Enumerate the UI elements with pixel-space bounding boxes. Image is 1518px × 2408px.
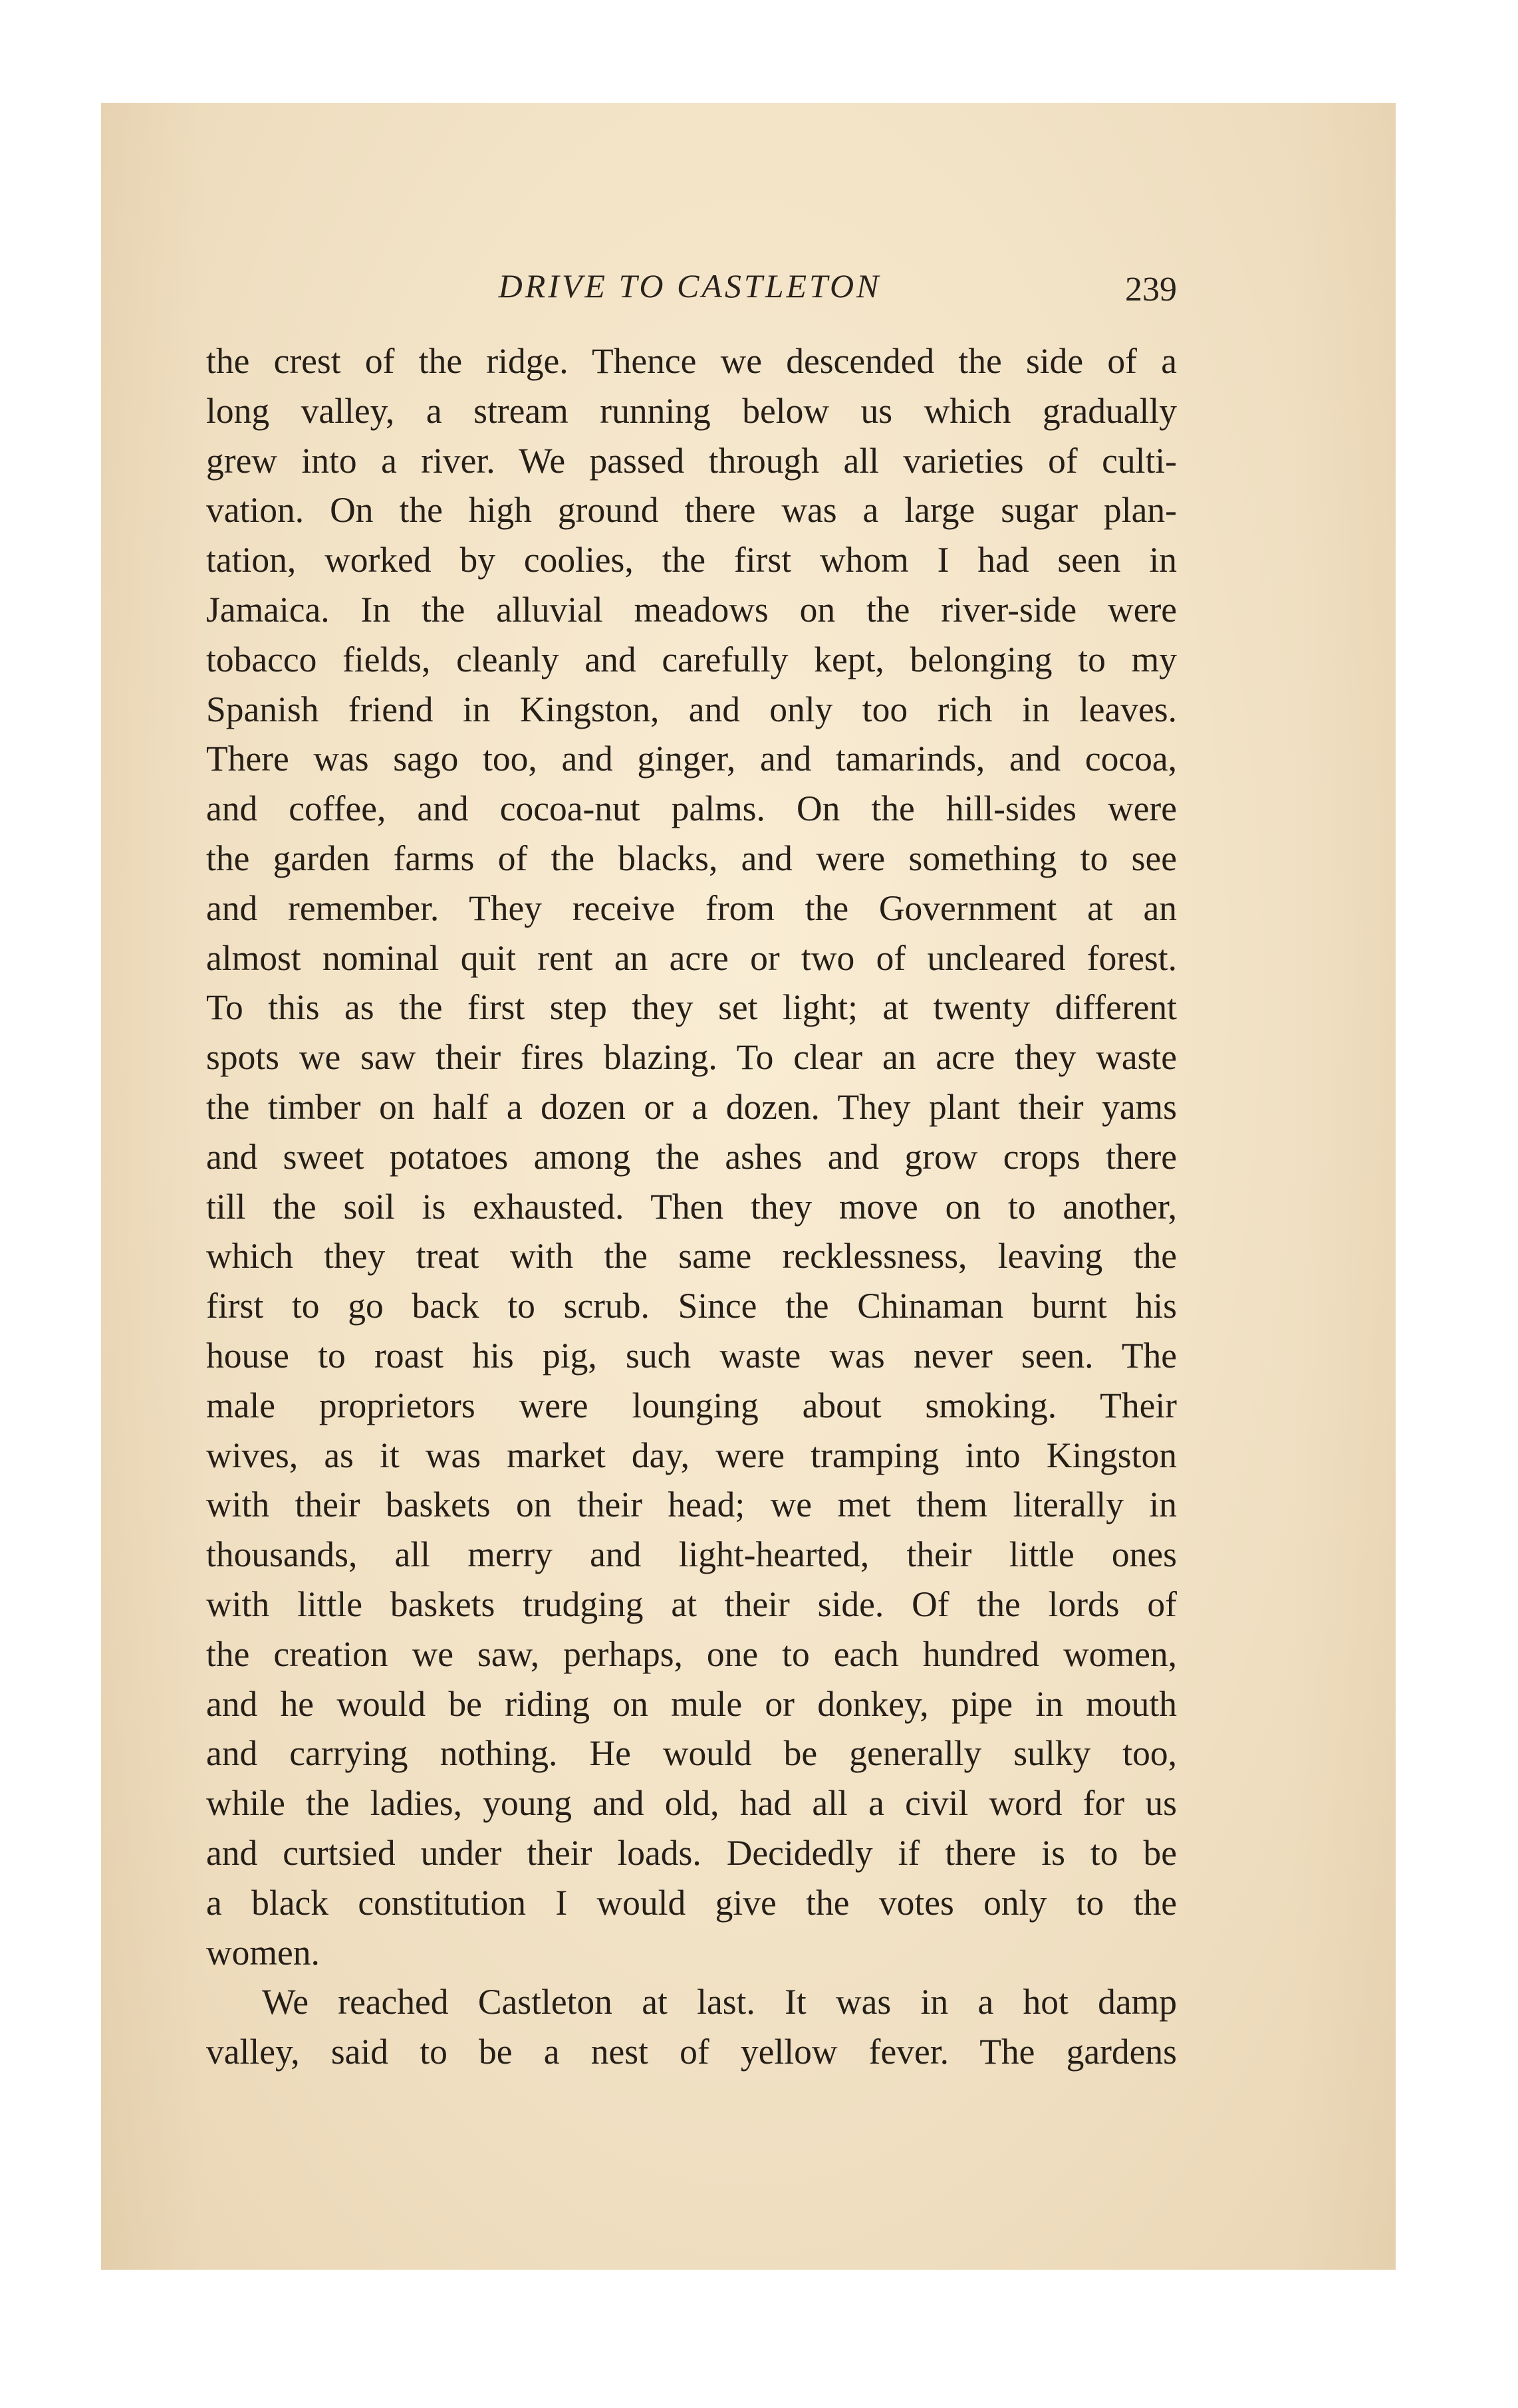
text-line: which they treat with the same recklessness, leaving the [206,1236,1177,1276]
body-text [206,336,1177,2077]
text-line: and curtsied under their loads. Decidedly if there is to be [206,1832,1177,1873]
text-line: the garden farms of the blacks, and were something to see [206,838,1177,878]
running-title: DRIVE TO CASTLETON [498,267,882,304]
text-line: tobacco fields, cleanly and carefully kept, belonging to my [206,639,1177,679]
text-line: To this as the first step they set light; at twenty different [206,987,1177,1028]
text-line: long valley, a stream running below us which gradually [206,390,1177,431]
text-line: There was sago too, and ginger, and tamarinds, and cocoa, [206,739,1177,779]
text-line: and he would be riding on mule or donkey, pipe in mouth [206,1683,1177,1724]
paragraph [206,336,1177,1977]
text-line: a black constitution I would give the votes only to the [206,1882,1177,1923]
text-line: the timber on half a dozen or a dozen. They plant their yams [206,1086,1177,1127]
text-line: grew into a river. We passed through all varieties of culti- [206,440,1177,481]
paragraph [206,1977,1177,2077]
text-line: and carrying nothing. He would be generally sulky too, [206,1733,1177,1774]
text-line: the creation we saw, perhaps, one to each hundred women, [206,1633,1177,1674]
text-line: till the soil is exhausted. Then they move on to another, [206,1186,1177,1227]
page-header [203,262,1177,310]
text-line: male proprietors were lounging about smoking. Their [206,1385,1177,1425]
text-line: with little baskets trudging at their side. Of the lords of [206,1584,1177,1624]
text-line: women. [206,1932,320,1973]
text-line: while the ladies, young and old, had all a civil word for us [206,1783,1177,1824]
text-line: tation, worked by coolies, the first whom I had seen in [206,540,1177,580]
text-line: We reached Castleton at last. It was in a hot damp [262,1982,1177,2022]
text-line: and coffee, and cocoa-nut palms. On the hill-sides were [206,788,1177,829]
text-line: almost nominal quit rent an acre or two of uncleared forest. [206,937,1177,978]
text-line: first to go back to scrub. Since the Chinaman burnt his [206,1286,1177,1326]
text-line: with their baskets on their head; we met them literally in [206,1485,1177,1525]
text-line: and sweet potatoes among the ashes and grow crops there [206,1136,1177,1177]
page-number: 239 [1125,271,1177,308]
text-line: the crest of the ridge. Thence we descended the side of a [206,341,1177,381]
text-line: spots we saw their fires blazing. To clear an acre they waste [206,1037,1177,1078]
text-line: valley, said to be a nest of yellow fever. The gardens [206,2032,1177,2072]
text-line: Jamaica. In the alluvial meadows on the river-side were [206,589,1177,630]
text-line: thousands, all merry and light-hearted, their little ones [206,1534,1177,1575]
text-line: vation. On the high ground there was a large sugar plan- [206,490,1177,531]
text-line: wives, as it was market day, were tramping into Kingston [206,1435,1177,1475]
text-line: house to roast his pig, such waste was never seen. The [206,1335,1177,1376]
text-line: and remember. They receive from the Government at an [206,888,1177,928]
text-line: Spanish friend in Kingston, and only too rich in leaves. [206,689,1177,729]
